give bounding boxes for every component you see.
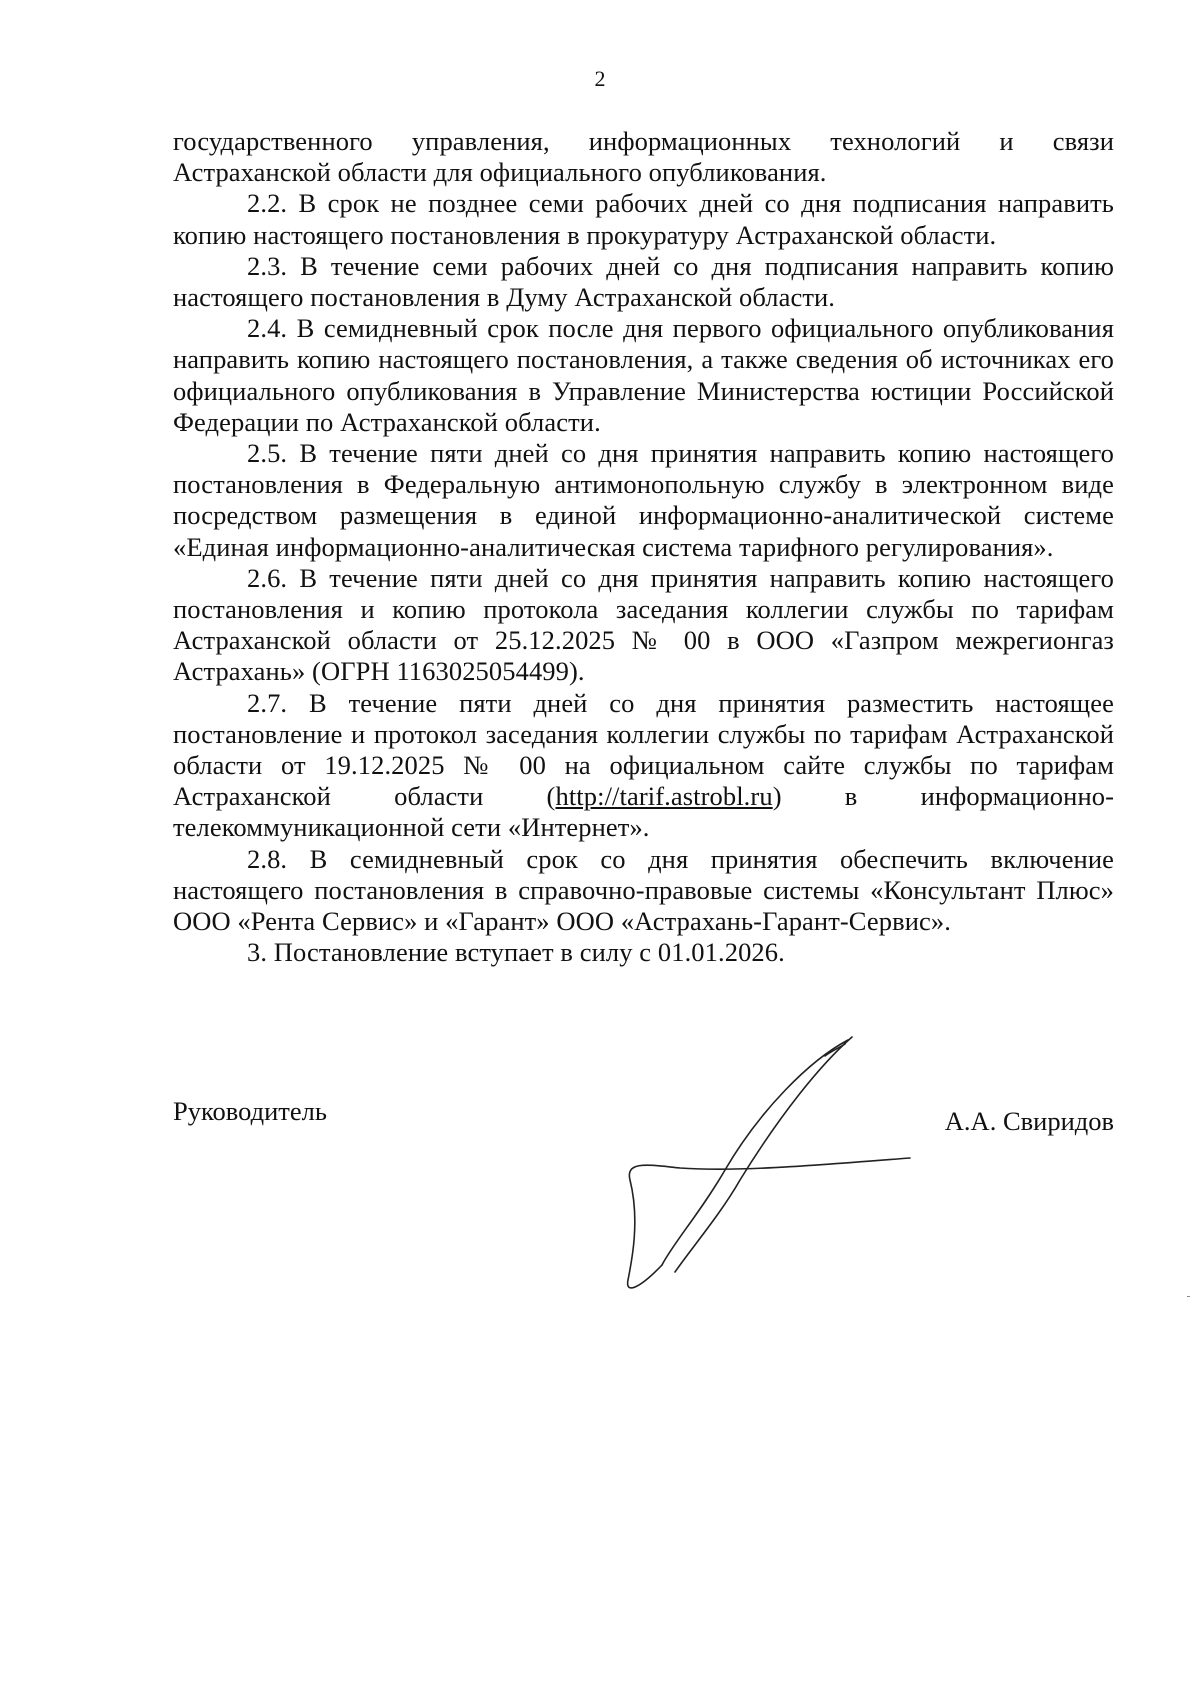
paragraph-2-7-text-start: 2.7. В течение пяти дней со дня принятия разместить настоящее постановление и протокол заседания коллегии службы по тарифам Астраханской области от 19.12.2025 № 00 на официальном сайте службы по тарифам Астраханской области (: [173, 687, 1114, 812]
paragraph-2-6: 2.6. В течение пяти дней со дня принятия направить копию настоящего постановления и копию протокола заседания коллегии службы по тарифам Астраханской области от 25.12.2025 № 00 в ООО «Газпром межрегионгаз Астрахань» (ОГРН 1163025054499).: [173, 562, 1114, 687]
scan-artifact-mark: [1187, 1296, 1190, 1297]
signer-name: А.А. Свиридов: [944, 1106, 1114, 1136]
tariff-website-link[interactable]: http://tarif.astrobl.ru: [555, 781, 773, 812]
page-number: 2: [594, 66, 606, 91]
paragraph-2-2: 2.2. В срок не позднее семи рабочих дней со дня подписания направить копию настоящего постановления в прокуратуру Астраханской области.: [173, 188, 1114, 250]
paragraph-2-7: [173, 688, 1114, 844]
paragraph-2-7-text-end: ) в информационно-телекоммуникационной сети «Интернет».: [173, 781, 1114, 843]
paragraph-2-3: 2.3. В течение семи рабочих дней со дня подписания направить копию настоящего постановления в Думу Астраханской области.: [173, 250, 1114, 313]
paragraph-continuation: государственного управления, информационных технологий и связи Астраханской области для официального опубликования.: [173, 126, 1114, 188]
signer-position: Руководитель: [173, 1096, 327, 1126]
paragraph-2-4: 2.4. В семидневный срок после дня первого официального опубликования направить копию настоящего постановления, а также сведения об источниках его официального опубликования в Управление Министерства юстиции Российской Федерации по Астраханской области.: [173, 313, 1114, 437]
handwritten-signature-icon: [620, 1030, 940, 1300]
paragraph-2-8: 2.8. В семидневный срок со дня принятия обеспечить включение настоящего постановления в справочно-правовые системы «Консультант Плюс» ООО «Рента Сервис» и «Гарант» ООО «Астрахань-Гарант-Сервис».: [173, 843, 1114, 937]
document-body: [173, 126, 1114, 968]
paragraph-3: 3. Постановление вступает в силу с 01.01.2026.: [247, 937, 785, 968]
paragraph-2-5: 2.5. В течение пяти дней со дня принятия направить копию настоящего постановления в Федеральную антимонопольную службу в электронном виде посредством размещения в единой информационно-аналитической системе «Единая информационно-аналитическая система тарифного регулирования».: [173, 438, 1114, 562]
